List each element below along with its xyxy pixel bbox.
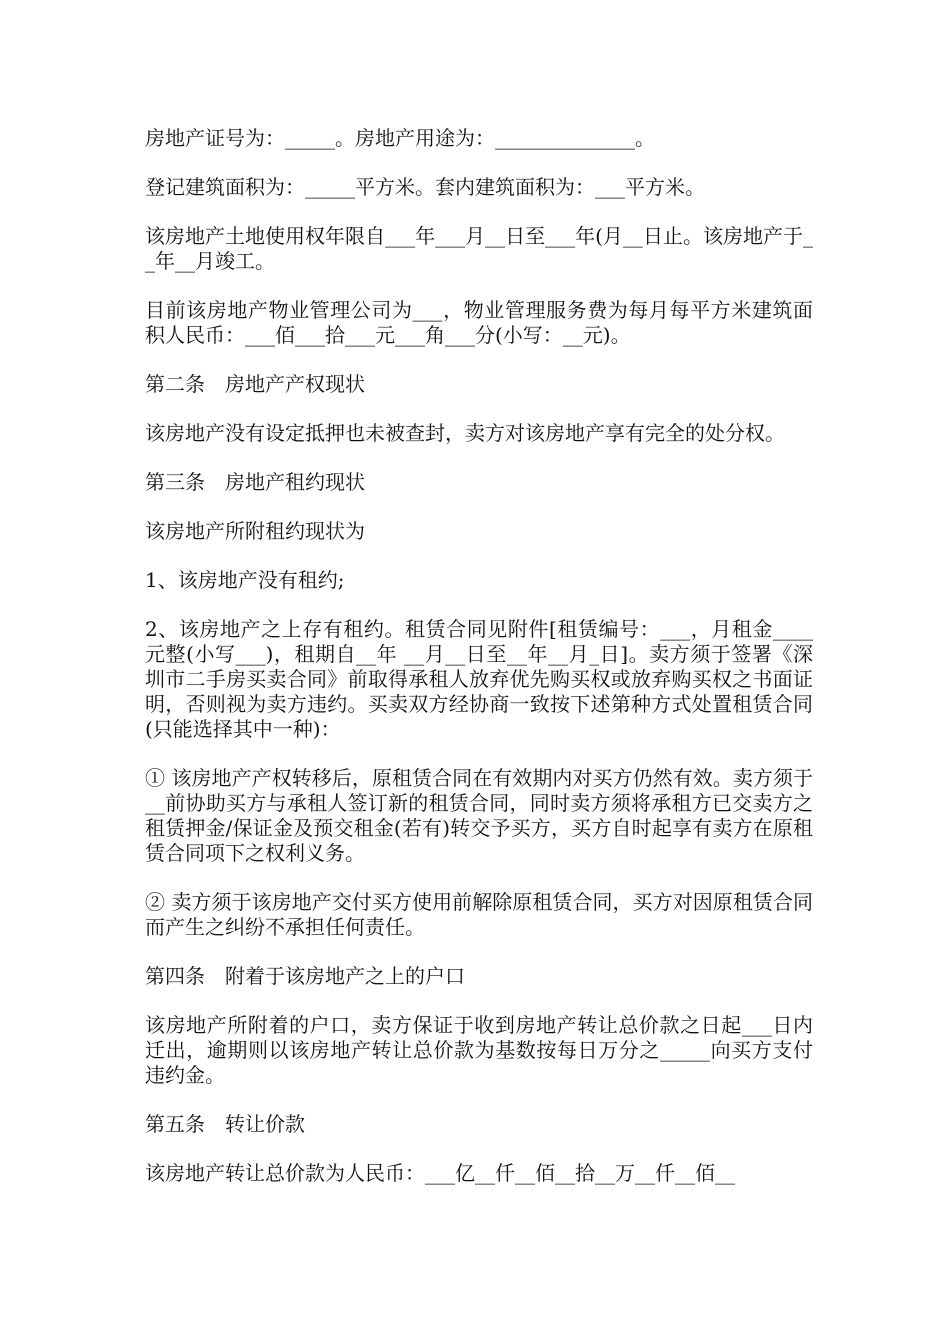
- paragraph-transfer-price: 该房地产转让总价款为人民币：___亿__仟__佰__拾__万__仟__佰__: [145, 1161, 735, 1185]
- paragraph-lease-option-2: 2、该房地产之上存有租约。租赁合同见附件[租赁编号：___，月租金____元整(小写___)，租期自__年 __月__日至__年__月_日]。卖方须于签署《深圳市二手房买卖合同》前取得承租人放弃优先购买权或放弃购买权之书面证明，否则视为卖方违约。买卖双方经协商一致按下述第种方式处置租赁合同(只能选择其中一种)：: [145, 617, 813, 741]
- paragraph-household-registration: 该房地产所附着的户口，卖方保证于收到房地产转让总价款之日起___日内迁出，逾期则以该房地产转让总价款为基数按每日万分之_____向买方支付违约金。: [145, 1013, 813, 1087]
- article-5-heading: 第五条 转让价款: [145, 1112, 305, 1136]
- paragraph-ownership-status: 该房地产没有设定抵押也未被查封，卖方对该房地产享有完全的处分权。: [145, 421, 785, 445]
- paragraph-property-cert: 房地产证号为：_____。房地产用途为：______________。: [145, 126, 655, 150]
- paragraph-lease-status-intro: 该房地产所附租约现状为: [145, 519, 365, 543]
- paragraph-building-area: 登记建筑面积为：_____平方米。套内建筑面积为：___平方米。: [145, 175, 705, 199]
- article-2-heading: 第二条 房地产产权现状: [145, 372, 365, 396]
- article-4-heading: 第四条 附着于该房地产之上的户口: [145, 964, 465, 988]
- paragraph-lease-choice-1: ① 该房地产产权转移后，原租赁合同在有效期内对买方仍然有效。卖方须于__前协助买方与承租人签订新的租赁合同，同时卖方须将承租方已交卖方之租赁押金/保证金及预交租金(若有)转交予买方，买方自时起享有卖方在原租赁合同项下之权利义务。: [145, 766, 813, 865]
- document-page: [145, 126, 813, 1210]
- paragraph-lease-option-1: 1、该房地产没有租约;: [145, 568, 345, 592]
- article-3-heading: 第三条 房地产租约现状: [145, 470, 365, 494]
- paragraph-lease-choice-2: ② 卖方须于该房地产交付买方使用前解除原租赁合同，买方对因原租赁合同而产生之纠纷不承担任何责任。: [145, 890, 813, 939]
- paragraph-property-management: 目前该房地产物业管理公司为___，物业管理服务费为每月每平方米建筑面积人民币：___佰___拾___元___角___分(小写：__元)。: [145, 298, 813, 347]
- paragraph-land-use-term: 该房地产土地使用权年限自___年___月__日至___年(月__日止。该房地产于__年__月竣工。: [145, 224, 813, 273]
